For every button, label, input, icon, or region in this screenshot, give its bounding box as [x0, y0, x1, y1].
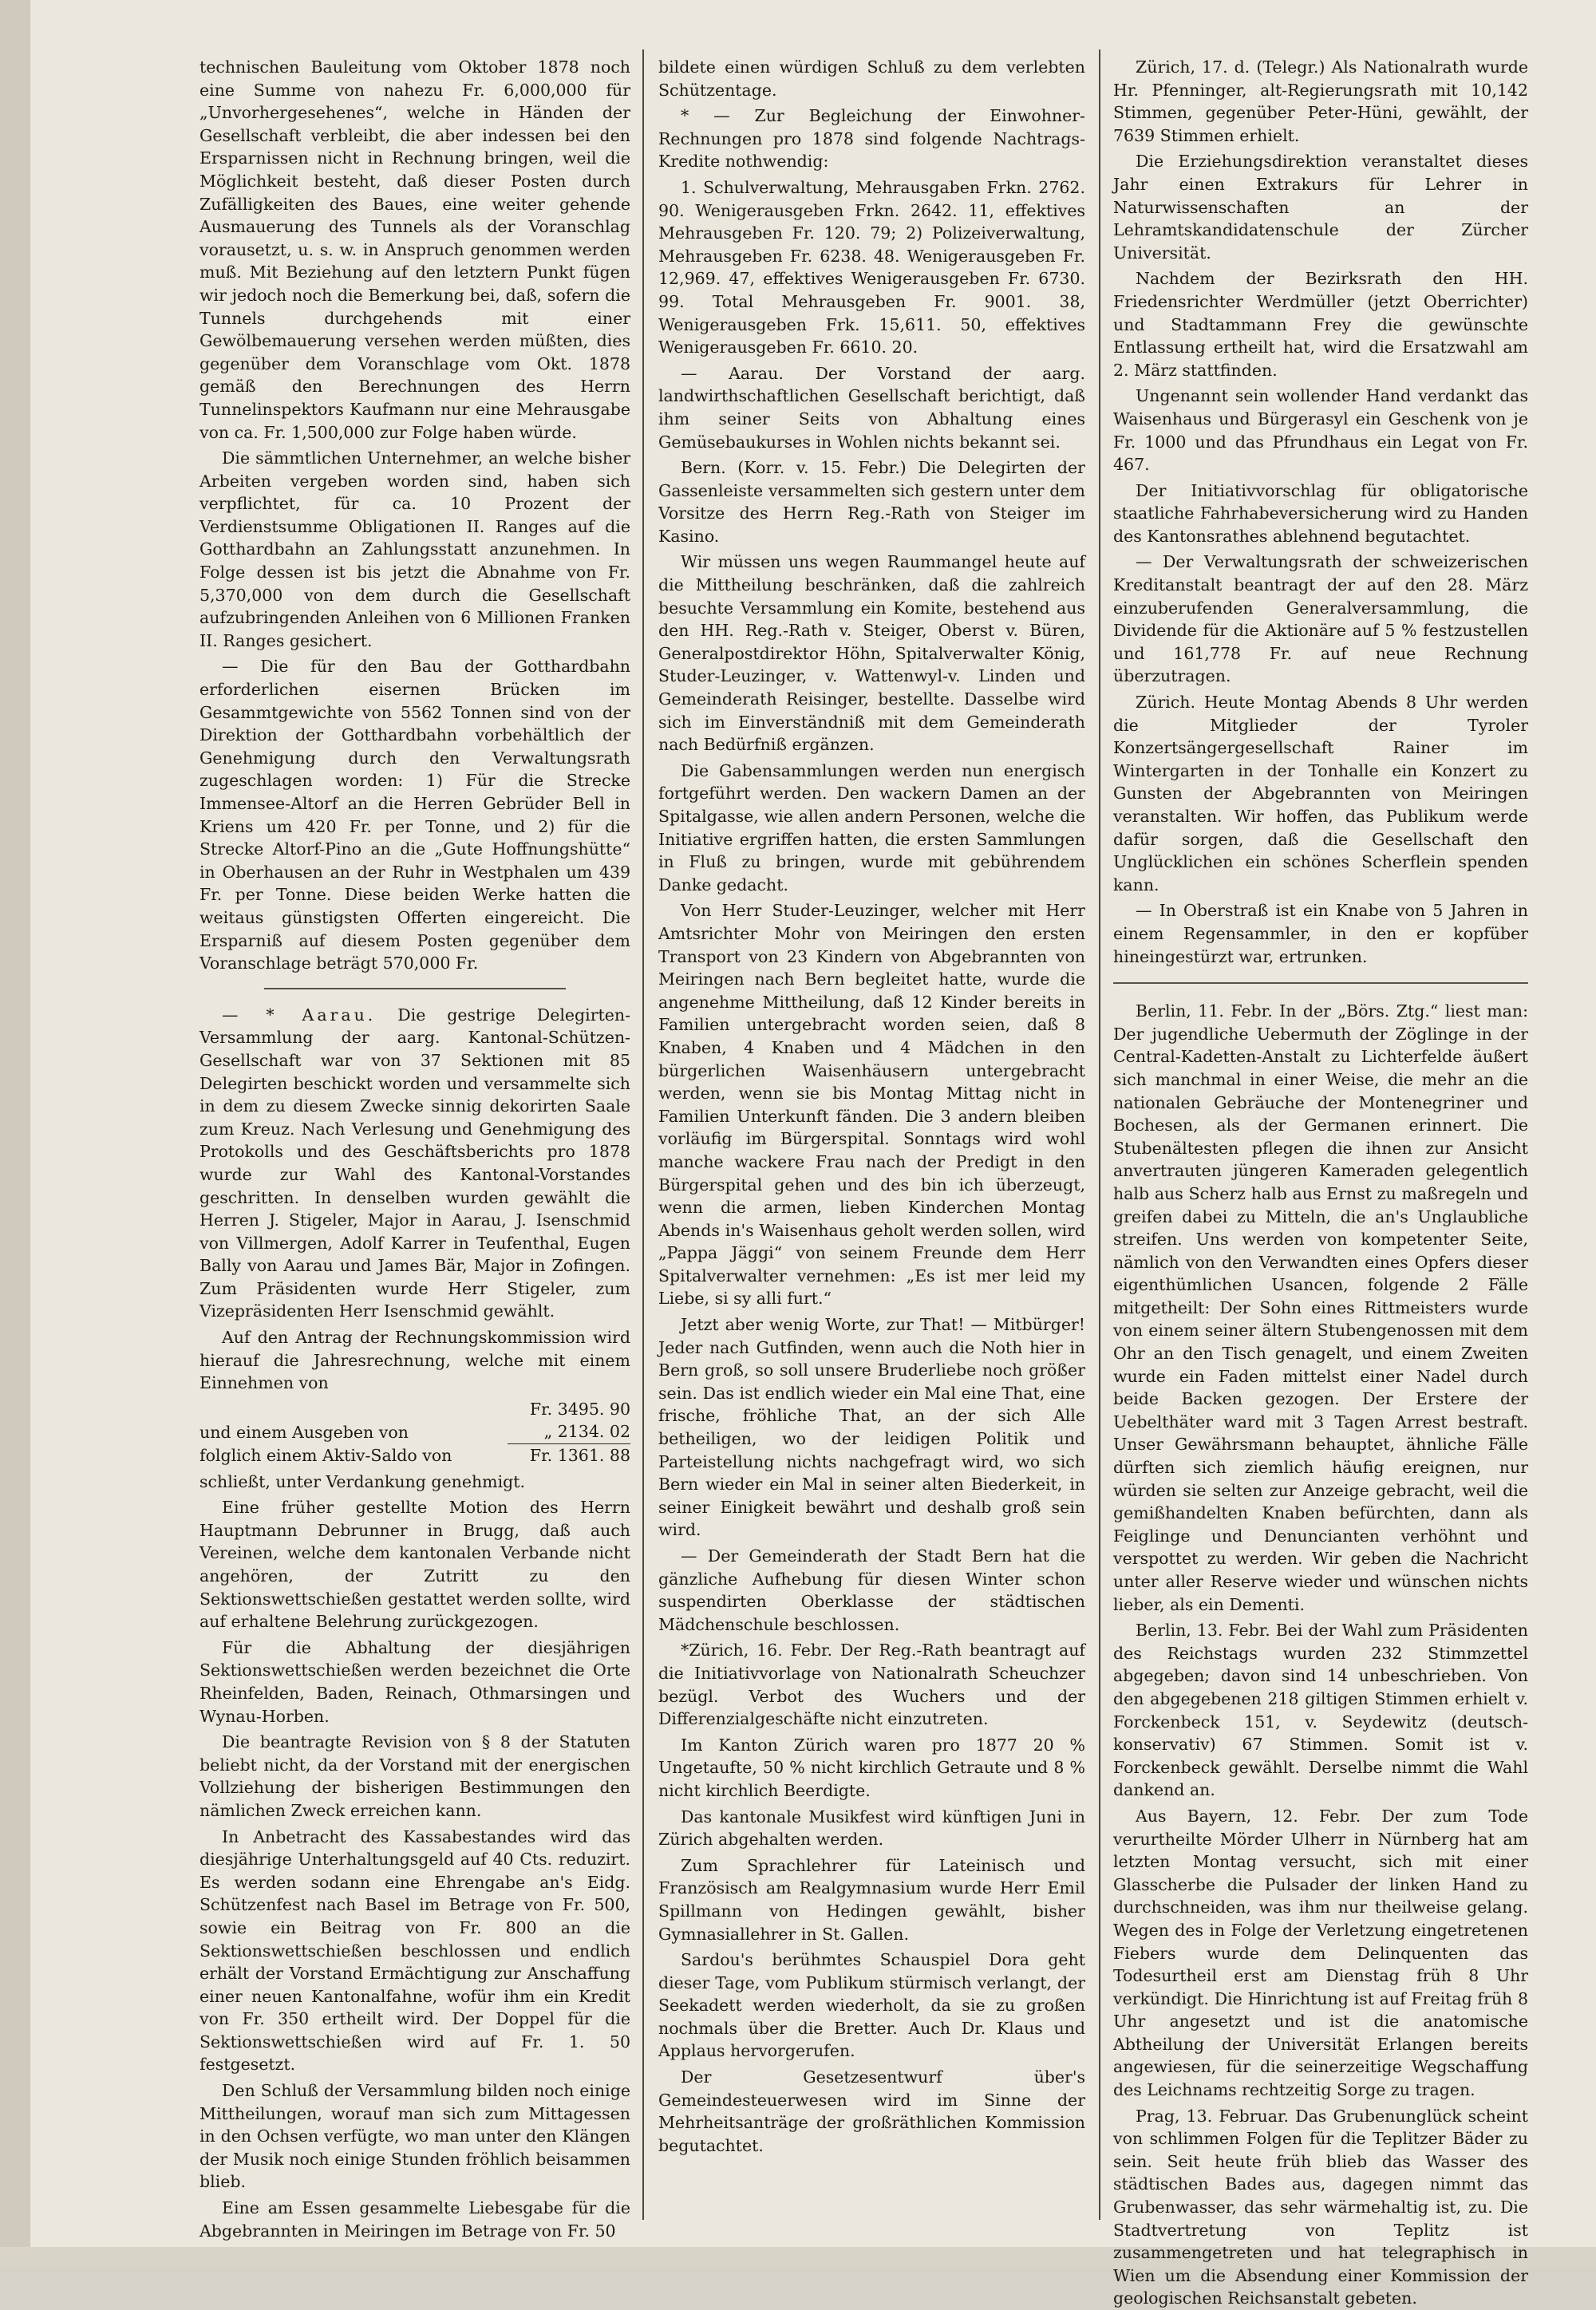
- article-text: Jetzt aber wenig Worte, zur That! — Mitbürger! Jeder nach Gutfinden, wenn auch die Noth hier in Bern groß, so soll unsere Bruderliebe noch größer sein. Das ist endlich wieder ein Mal eine That, eine frische, fröhliche That, an der sich Alle betheiligen, wo der leidigen Politik und Parteistellung nichts nachgefragt wird, wo sich Bern wieder ein Mal in seiner alten Biederkeit, in seiner Einigkeit bewährt und deshalb groß sein wird.: [658, 1315, 1085, 1540]
- article-text: *Zürich, 16. Febr. Der Reg.-Rath beantragt auf die Initiativvorlage von Nationalrath Scheuchzer bezügl. Verbot des Wuchers und der Differenzialgeschäfte nicht einzutreten.: [658, 1641, 1085, 1729]
- article-text: Eine am Essen gesammelte Liebesgabe für die Abgebrannten in Meiringen im Betrage von Fr. 50: [200, 2198, 630, 2241]
- article-text: Zum Sprachlehrer für Lateinisch und Französisch am Realgymnasium wurde Herr Emil Spillmann von Hedingen gewählt, bisher Gymnasiallehrer in St. Gallen.: [658, 1855, 1085, 1944]
- article-text: — In Oberstraß ist ein Knabe von 5 Jahren in einem Regensammler, in den er kopfüber hineingestürzt war, ertrunken.: [1113, 901, 1528, 966]
- section-divider: [1113, 982, 1528, 984]
- article-text: technischen Bauleitung vom Oktober 1878 noch eine Summe von nahezu Fr. 6,000,000 für „Unvorhergesehenes“, welche in Händen der Gesellschaft verbleibt, die aber indessen bei den Ersparnissen nicht in Rechnung bringen, weil die Möglichkeit besteht, daß dieser Posten durch Zufälligkeiten des Baues, eine weiter gehende Ausmauerung des Tunnels als der Voranschlag vorausetzt, u. s. w. in Anspruch genommen werden muß. Mit Beziehung auf den letztern Punkt fügen wir jedoch noch die Bemerkung bei, daß, sofern die Tunnels durchgehends mit einer Gewölbemauerung versehen werden müßten, dies gegenüber dem Voranschlage vom Okt. 1878 gemäß den Berechnungen des Herrn Tunnelinspektors Kaufmann nur eine Mehrausgabe von ca. Fr. 1,500,000 zur Folge haben würde.: [200, 57, 630, 442]
- article-text: schließt, unter Verdankung genehmigt.: [200, 1471, 526, 1491]
- article-text: bildete einen würdigen Schluß zu dem verlebten Schützentage.: [658, 57, 1085, 100]
- column-3: [1113, 56, 1528, 2308]
- article-text: Den Schluß der Versammlung bilden noch einige Mittheilungen, worauf man sich zum Mittagessen in den Ochsen verfügte, wo man unter den Klängen der Musik noch einige Stunden fröhlich beisammen blieb.: [200, 2081, 630, 2192]
- column-1: [200, 56, 630, 2241]
- column-2: [658, 56, 1085, 2210]
- article-text: Prag, 13. Februar. Das Grubenunglück scheint von schlimmen Folgen für die Teplitzer Bäder zu sein. Seit heute früh blieb das Wasser des städtischen Bades aus, dagegen nimmt das Grubenwasser, das sehr wärmehaltig ist, zu. Die Stadtvertretung von Teplitz ist zusammengetreten und hat telegraphisch in Wien um die Absendung einer Kommission der geologischen Reichsanstalt gebeten.: [1113, 2106, 1528, 2308]
- article-dateline: — * Aarau. Die gestrige Delegirten-Versammlung der aarg. Kantonal-Schützen-Gesellschaft war von 37 Sektionen mit 85 Delegirten beschickt worden und versammelte sich in dem zu diesem Zwecke sinnig dekorirten Saale zum Kreuz. Nach Verlesung und Genehmigung des Protokolls und des Geschäftsberichts pro 1878 wurde zur Wahl des Kantonal-Vorstandes geschritten. In denselben wurden gewählt die Herren J. Stigeler, Major in Aarau, J. Isenschmid von Villmergen, Adolf Karrer in Teufenthal, Eugen Bally von Aarau und James Bär, Major in Zofingen. Zum Präsidenten wurde Herr Stigeler, zum Vizepräsidenten Herr Isenschmid gewählt.: [200, 1005, 630, 1321]
- article-text: Wir müssen uns wegen Raummangel heute auf die Mittheilung beschränken, daß die zahlreich besuchte Versammlung ein Komite, bestehend aus den HH. Reg.-Rath v. Steiger, Oberst v. Büren, Generalpostdirektor Höhn, Spitalverwalter König, Studer-Leuzinger, v. Wattenwyl-v. Linden und Gemeinderath Reisinger, bestellte. Dasselbe wird sich im Einverständniß mit dem Gemeinderath nach Bedürfniß ergänzen.: [658, 552, 1085, 755]
- scan-margin-left: [0, 0, 30, 2268]
- section-divider: [264, 988, 566, 989]
- article-text: Auf den Antrag der Rechnungskommission wird hierauf die Jahresrechnung, welche mit einem Einnehmen von: [200, 1328, 630, 1393]
- article-text: Das kantonale Musikfest wird künftigen Juni in Zürich abgehalten werden.: [658, 1807, 1085, 1850]
- article-text: * — Zur Begleichung der Einwohner-Rechnungen pro 1878 sind folgende Nachtrags-Kredite nothwendig:: [658, 106, 1085, 172]
- article-text: — Aarau. Der Vorstand der aarg. landwirthschaftlichen Gesellschaft berichtigt, daß ihm seiner Seits von Abhaltung eines Gemüsebaukurses in Wohlen nichts bekannt sei.: [658, 363, 1085, 452]
- article-text: Die Erziehungsdirektion veranstaltet dieses Jahr einen Extrakurs für Lehrer in Naturwissenschaften an der Lehramtskandidatenschule der Zürcher Universität.: [1113, 152, 1528, 263]
- article-text: Eine früher gestellte Motion des Herrn Hauptmann Debrunner in Brugg, daß auch Vereinen, welche dem kantonalen Verbande nicht angehören, der Zutritt zu den Sektionswettschießen gestattet werden sollte, wird auf erhaltene Belehrung zurückgezogen.: [200, 1498, 630, 1632]
- account-row: und einem Ausgeben von „ 2134. 02: [200, 1422, 630, 1442]
- article-text: Die beantragte Revision von § 8 der Statuten beliebt nicht, da der Vorstand mit der energischen Vollziehung der bisherigen Bestimmungen den nämlichen Zweck erreichen kann.: [200, 1732, 630, 1820]
- article-text: Die sämmtlichen Unternehmer, an welche bisher Arbeiten vergeben worden sind, haben sich verpflichtet, für ca. 10 Prozent der Verdienstsumme Obligationen II. Ranges auf die Gotthardbahn an Zahlungsstatt anzunehmen. In Folge dessen ist bis jetzt die Abnahme von Fr. 5,370,000 von dem durch die Gesellschaft aufzubringenden Anleihen von 6 Millionen Franken II. Ranges gesichert.: [200, 448, 630, 650]
- account-row-total: folglich einem Aktiv-Saldo von Fr. 1361. 88: [200, 1444, 630, 1467]
- column-rule-2: [1099, 49, 1100, 2220]
- article-text: Zürich. Heute Montag Abends 8 Uhr werden die Mitglieder der Tyroler Konzertsängergesellschaft Rainer im Wintergarten in der Tonhalle ein Konzert zu Gunsten der Abgebrannten von Meiringen veranstalten. Wir hoffen, das Publikum werde dafür sorgen, daß die Gesellschaft den Unglücklichen ein schönes Scherflein spenden kann.: [1113, 693, 1528, 894]
- article-text: In Anbetracht des Kassabestandes wird das diesjährige Unterhaltungsgeld auf 40 Cts. reduzirt. Es werden sodann eine Ehrengabe an's Eidg. Schützenfest nach Basel im Betrage von Fr. 500, sowie ein Beitrag von Fr. 800 an die Sektionswettschießen beschlossen und endlich erhält der Vorstand Ermächtigung zur Anschaffung einer neuen Kantonalfahne, wofür ihm ein Kredit von Fr. 350 ertheilt wird. Der Doppel für die Sektionswettschießen wird auf Fr. 1. 50 festgesetzt.: [200, 1826, 630, 2075]
- account-table: [200, 1398, 630, 1467]
- article-text: — Der Gemeinderath der Stadt Bern hat die gänzliche Aufhebung für diesen Winter schon suspendirten Oberklasse der städtischen Mädchenschule beschlossen.: [658, 1546, 1085, 1634]
- article-text: Ungenannt sein wollender Hand verdankt das Waisenhaus und Bürgerasyl ein Geschenk von je Fr. 1000 und das Pfrundhaus ein Legat von Fr. 467.: [1113, 386, 1528, 475]
- column-rule-1: [642, 49, 644, 2220]
- article-text: Für die Abhaltung der diesjährigen Sektionswettschießen werden bezeichnet die Orte Rheinfelden, Baden, Reinach, Othmarsingen und Wynau-Horben.: [200, 1637, 630, 1726]
- article-text: Die Gabensammlungen werden nun energisch fortgeführt werden. Den wackern Damen an der Spitalgasse, wie allen andern Personen, welche die Initiative ergriffen hatten, die ersten Sammlungen in Fluß zu bringen, wurde mit gebührendem Danke gedacht.: [658, 760, 1085, 894]
- article-text: Nachdem der Bezirksrath den HH. Friedensrichter Werdmüller (jetzt Oberrichter) und Stadtammann Frey die gewünschte Entlassung ertheilt hat, wird die Ersatzwahl am 2. März stattfinden.: [1113, 269, 1528, 380]
- article-text: — Der Verwaltungsrath der schweizerischen Kreditanstalt beantragt der auf den 28. März einzuberufenden Generalversammlung, die Dividende für die Aktionäre auf 5 % festzustellen und 161,778 Fr. auf neue Rechnung überzutragen.: [1113, 552, 1528, 686]
- article-text: Zürich, 17. d. (Telegr.) Als Nationalrath wurde Hr. Pfenninger, alt-Regierungsrath mit 10,142 Stimmen, gegenüber Peter-Hüni, gewählt, der 7639 Stimmen erhielt.: [1113, 57, 1528, 145]
- article-text: Bern. (Korr. v. 15. Febr.) Die Delegirten der Gassenleiste versammelten sich gestern unter dem Vorsitze des Herrn Reg.-Rath von Steiger im Kasino.: [658, 458, 1085, 546]
- article-text: 1. Schulverwaltung, Mehrausgaben Frkn. 2762. 90. Wenigerausgeben Frkn. 2642. 11, effektives Mehrausgeben Fr. 120. 79; 2) Polizeiverwaltung, Mehrausgeben Fr. 6238. 48. Wenigerausgeben Fr. 12,969. 47, effektives Wenigerausgeben Fr. 6730. 99. Total Mehrausgeben Fr. 9001. 38, Wenigerausgeben Frk. 15,611. 50, effektives Wenigerausgeben Fr. 6610. 20.: [658, 177, 1085, 357]
- article-text: Sardou's berühmtes Schauspiel Dora geht dieser Tage, vom Publikum stürmisch verlangt, der Seekadett werden wiederholt, da sie zu großen nochmals über die Bretter. Auch Dr. Klaus und Applaus hervorgerufen.: [658, 1950, 1085, 2061]
- article-text: Berlin, 13. Febr. Bei der Wahl zum Präsidenten des Reichstags wurden 232 Stimmzettel abgegeben; davon sind 14 unbeschrieben. Von den abgegebenen 218 giltigen Stimmen erhielt v. Forckenbeck 151, v. Seydewitz (deutsch-konservativ) 67 Stimmen. Somit ist v. Forckenbeck gewählt. Derselbe nimmt die Wahl dankend an.: [1113, 1621, 1528, 1800]
- article-text: Der Gesetzesentwurf über's Gemeindesteuerwesen wird im Sinne der Mehrheitsanträge der großräthlichen Kommission begutachtet.: [658, 2067, 1085, 2155]
- article-text: Berlin, 11. Febr. In der „Börs. Ztg.“ liest man: Der jugendliche Uebermuth der Zöglinge in der Central-Kadetten-Anstalt zu Lichterfelde äußert sich manchmal in einer Weise, die mehr an die nationalen Gebräuche der Montenegriner und Bochesen, als der Germanen erinnert. Die Stubenältesten pflegen die ihnen zur Ansicht anvertrauten jüngeren Kameraden gelegentlich halb aus Scherz halb aus Ernst zu maßregeln und greifen dabei zu Mitteln, die an's Unglaubliche streifen. Uns werden von kompetenter Seite, nämlich von den Verwandten eines Opfers dieser eigenthümlichen Usancen, folgende 2 Fälle mitgetheilt: Der Sohn eines Rittmeisters wurde von einem seiner ältern Stubengenossen mit dem Ohr an den Tisch genagelt, und einem Zweiten wurde ein Faden mittelst einer Nadel durch beide Backen gezogen. Der Erstere der Uebelthäter ward mit 3 Tagen Arrest bestraft. Unser Gewährsmann behauptet, ähnliche Fälle dürften sich ziemlich häufig ereignen, nur würden sie selten zur Anzeige gebracht, weil die gemißhandelten Knaben befürchten, dann als Feiglinge und Denuncianten verhöhnt und verspottet zu werden. Wir geben die Nachricht unter aller Reserve wieder und wünschen nichts lieber, als ein Dementi.: [1113, 1001, 1528, 1614]
- article-text: Der Initiativvorschlag für obligatorische staatliche Fahrhabeversicherung wird zu Handen des Kantonsrathes ablehnend begutachtet.: [1113, 480, 1528, 546]
- article-text: — Die für den Bau der Gotthardbahn erforderlichen eisernen Brücken im Gesammtgewichte von 5562 Tonnen sind von der Direktion der Gotthardbahn vorbehältlich der Genehmigung durch den Verwaltungsrath zugeschlagen worden: 1) Für die Strecke Immensee-Altorf an die Herren Gebrüder Bell in Kriens um 420 Fr. per Tonne, und 2) für die Strecke Altorf-Pino an die „Gute Hoffnungshütte“ in Oberhausen an der Ruhr in Westphalen um 439 Fr. per Tonne. Diese beiden Werke hatten die weitaus günstigsten Offerten eingereicht. Die Ersparniß auf diesem Posten gegenüber dem Voranschlage beträgt 570,000 Fr.: [200, 657, 630, 973]
- article-text: Von Herr Studer-Leuzinger, welcher mit Herr Amtsrichter Mohr von Meiringen den ersten Transport von 23 Kindern von Abgebrannten von Meiringen nach Bern begleitet hatte, wurde die angenehme Mittheilung, daß 12 Kinder bereits in Familien untergebracht worden seien, daß 8 Knaben, 4 Knaben und 4 Mädchen in den bürgerlichen Waisenhäusern untergebracht werden, wenn sie bis Montag Mittag nicht in Familien Unterkunft fänden. Die 3 andern bleiben vorläufig im Bürgerspital. Sonntags wird wohl manche wackere Frau nach der Predigt in den Bürgerspital gehen und des bin ich überzeugt, wenn die armen, lieben Kinderchen Montag Abends in's Waisenhaus geholt werden sollen, wird „Pappa Jäggi“ von seinem Freunde dem Herr Spitalverwalter vernehmen: „Es ist mer leid my Liebe, si sy alli furt.“: [658, 901, 1085, 1309]
- article-text: Im Kanton Zürich waren pro 1877 20 % Ungetaufte, 50 % nicht kirchlich Getraute und 8 % nicht kirchlich Beerdigte.: [658, 1735, 1085, 1800]
- article-text: Aus Bayern, 12. Febr. Der zum Tode verurtheilte Mörder Ulherr in Nürnberg hat am letzten Montag versucht, sich mit einer Glasscherbe die Pulsader der linken Hand zu durchschneiden, was ihm nur theilweise gelang. Wegen des in Folge der Verletzung eingetretenen Fiebers wurde dem Delinquenten das Todesurtheil erst am Dienstag früh 8 Uhr verkündigt. Die Hinrichtung ist auf Freitag früh 8 Uhr angesetzt und ist die anatomische Abtheilung der Universität Erlangen bereits angewiesen, für die seinerzeitige Wegschaffung des Leichnams rechtzeitig Sorge zu tragen.: [1113, 1806, 1528, 2100]
- account-row: Fr. 3495. 90: [529, 1399, 630, 1419]
